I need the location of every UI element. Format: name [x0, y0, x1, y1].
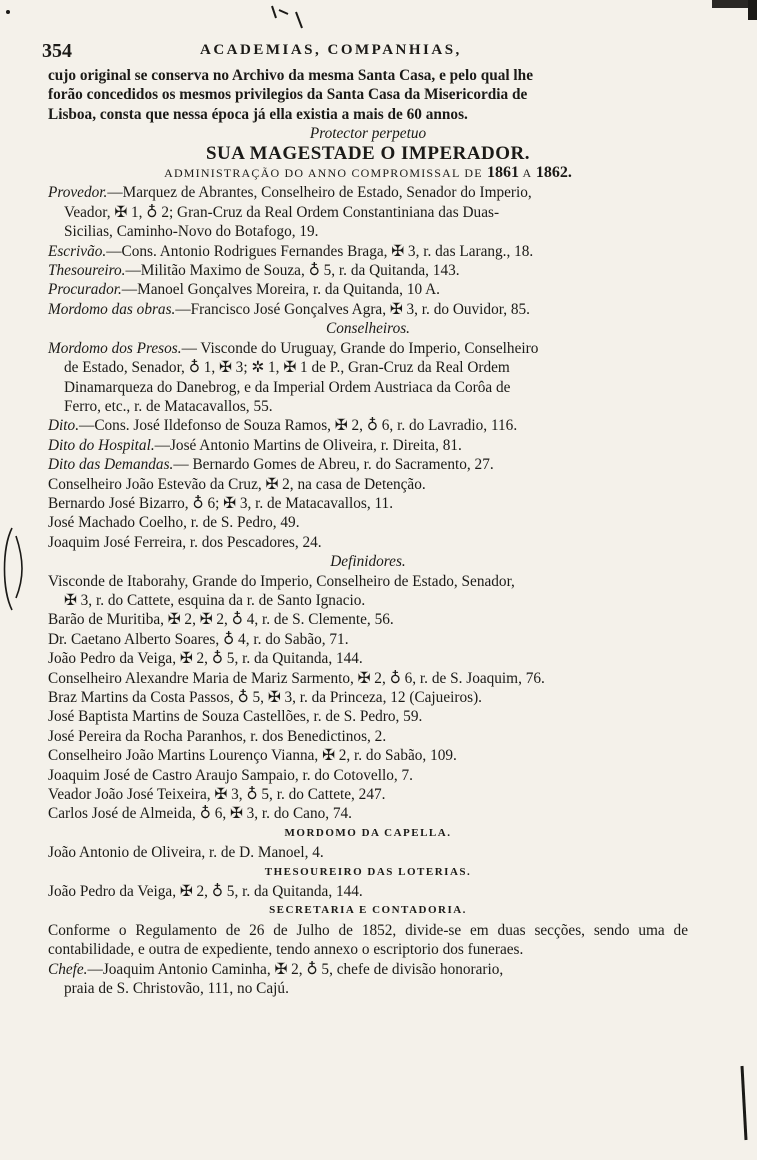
officer-label: Procurador. [48, 281, 122, 299]
officer-label: Escrivão. [48, 242, 107, 260]
running-title: ACADEMIAS, COMPANHIAS, [200, 42, 462, 58]
conselheiro-text: — Visconde do Uruguay, Grande do Imperio, Conselheiro [181, 339, 539, 357]
year-from: 1861 [486, 164, 519, 182]
conselheiro-entry: Conselheiro João Estevão da Cruz, ✠ 2, na casa de Detenção. [48, 475, 426, 493]
conselheiro-entry: José Machado Coelho, r. de S. Pedro, 49. [48, 514, 300, 532]
conselheiro-entry [48, 436, 688, 455]
officer-text: —Francisco José Gonçalves Agra, ✠ 3, r. do Ouvidor, 85. [175, 300, 530, 318]
conselheiro-text: —Cons. José Ildefonso de Souza Ramos, ✠ 2, ♁ 6, r. do Lavradio, 116. [79, 417, 518, 435]
definidor-entry: Joaquim José de Castro Araujo Sampaio, r. do Cotovello, 7. [48, 766, 413, 784]
definidor-entry: João Pedro da Veiga, ✠ 2, ♁ 5, r. da Quitanda, 144. [48, 650, 363, 668]
thesoureiro-loterias-entry: João Pedro da Veiga, ✠ 2, ♁ 5, r. da Quitanda, 144. [48, 883, 363, 901]
definidor-entry: Carlos José de Almeida, ♁ 6, ✠ 3, r. do Cano, 74. [48, 805, 353, 823]
officer-entry [48, 300, 688, 319]
opening-line: forão concedidos os mesmos privilegios da Santa Casa da Misericordia de [48, 86, 528, 104]
conselheiro-label: Mordomo dos Presos. [48, 339, 182, 357]
administration-prefix: ADMINISTRAÇÃO DO ANNO COMPROMISSAL DE [164, 166, 483, 181]
definidores-heading: Definidores. [330, 553, 406, 571]
opening-line: Lisboa, consta que nessa época já ella existia a mais de 60 annos. [48, 105, 468, 123]
definidor-entry: Barão de Muritiba, ✠ 2, ✠ 2, ♁ 4, r. de S. Clemente, 56. [48, 611, 394, 629]
chefe-continuation: praia de S. Christovão, 111, no Cajú. [64, 980, 289, 998]
conselheiro-entry [48, 339, 688, 358]
conselheiros-heading: Conselheiros. [326, 320, 410, 338]
conselheiro-label: Dito das Demandas. [48, 456, 174, 474]
secretaria-heading: SECRETARIA E CONTADORIA. [269, 904, 467, 917]
officer-entry [48, 242, 688, 261]
officer-text: —Manoel Gonçalves Moreira, r. da Quitanda, 10 A. [121, 281, 440, 299]
definidor-entry: Braz Martins da Costa Passos, ♁ 5, ✠ 3, r. da Princeza, 12 (Cajueiros). [48, 689, 482, 706]
year-to: 1862. [535, 164, 572, 182]
officer-entry [48, 183, 688, 202]
top-scribble-mark [272, 6, 302, 28]
officer-label: Provedor. [48, 184, 108, 202]
definidor-entry: José Baptista Martins de Souza Castellões, r. de S. Pedro, 59. [48, 708, 423, 726]
officer-continuation: Veador, ✠ 1, ♁ 2; Gran-Cruz da Real Ordem Constantiniana das Duas- [64, 203, 500, 221]
officer-label: Mordomo das obras. [48, 300, 176, 318]
thesoureiro-loterias-heading: THESOUREIRO DAS LOTERIAS. [264, 865, 472, 878]
page-body [48, 66, 688, 999]
conselheiro-entry [48, 455, 688, 474]
conselheiro-entry [48, 416, 688, 435]
chefe-text: —Joaquim Antonio Caminha, ✠ 2, ♁ 5, chefe de divisão honorario, [87, 960, 504, 978]
definidor-entry: José Pereira da Rocha Paranhos, r. dos Benedictinos, 2. [48, 727, 387, 745]
conselheiro-entry: Joaquim José Ferreira, r. dos Pescadores, 24. [48, 533, 322, 551]
year-sep: A [522, 166, 532, 181]
right-margin-mark [742, 1066, 746, 1140]
definidor-entry: Conselheiro Alexandre Maria de Mariz Sarmento, ✠ 2, ♁ 6, r. de S. Joaquim, 76. [48, 669, 545, 687]
page-number: 354 [42, 40, 72, 62]
officer-text: —Cons. Antonio Rodrigues Fernandes Braga, ✠ 3, r. das Larang., 18. [106, 242, 534, 260]
running-header [40, 38, 700, 62]
conselheiro-entry: Bernardo José Bizarro, ♁ 6; ✠ 3, r. de Matacavallos, 11. [48, 494, 394, 512]
definidor-continuation: ✠ 3, r. do Cattete, esquina da r. de Santo Ignacio. [64, 591, 366, 609]
secretaria-paragraph: Conforme o Regulamento de 26 de Julho de 1852, divide-se em duas secções, sendo uma de contabilidade, e outra de expediente, tendo annexo o escriptorio dos funeraes. [48, 921, 688, 959]
officer-text: —Militão Maximo de Souza, ♁ 5, r. da Quitanda, 143. [125, 262, 460, 280]
opening-line: cujo original se conserva no Archivo da mesma Santa Casa, e pelo qual lhe [48, 67, 533, 84]
conselheiro-text: — Bernardo Gomes de Abreu, r. do Sacramento, 27. [173, 456, 494, 474]
conselheiro-label: Dito do Hospital. [48, 436, 155, 454]
definidor-entry: Veador João José Teixeira, ✠ 3, ♁ 5, r. do Cattete, 247. [48, 786, 386, 804]
conselheiro-continuation: Ferro, etc., r. de Matacavallos, 55. [64, 397, 273, 415]
corner-shadow-mark [712, 0, 757, 8]
officer-text: —Marquez de Abrantes, Conselheiro de Estado, Senador do Imperio, [107, 184, 532, 202]
conselheiro-continuation: Dinamarqueza do Danebrog, e da Imperial Ordem Austriaca da Corôa de [64, 378, 511, 396]
chefe-label: Chefe. [48, 960, 88, 978]
conselheiro-text: —José Antonio Martins de Oliveira, r. Direita, 81. [154, 436, 462, 454]
left-bracket-mark [5, 528, 23, 610]
protector-label: Protector perpetuo [309, 125, 427, 143]
officer-entry [48, 280, 688, 299]
protector-name: SUA MAGESTADE O IMPERADOR. [205, 142, 531, 164]
definidor-entry: Dr. Caetano Alberto Soares, ♁ 4, r. do Sabão, 71. [48, 630, 349, 648]
officer-continuation: Sicilias, Caminho-Novo do Botafogo, 19. [64, 223, 319, 241]
definidor-entry: Visconde de Itaborahy, Grande do Imperio, Conselheiro de Estado, Senador, [48, 572, 515, 590]
officer-label: Thesoureiro. [48, 262, 126, 280]
conselheiro-continuation: de Estado, Senador, ♁ 1, ✠ 3; ✲ 1, ✠ 1 de P., Gran-Cruz da Real Ordem [64, 359, 510, 377]
right-edge-shadow [748, 0, 757, 20]
officer-entry [48, 261, 688, 280]
definidor-entry: Conselheiro João Martins Lourenço Vianna, ✠ 2, r. do Sabão, 109. [48, 747, 457, 765]
mordomo-capella-entry: João Antonio de Oliveira, r. de D. Manoel, 4. [48, 844, 324, 862]
administration-heading [48, 163, 688, 183]
conselheiro-label: Dito. [48, 417, 80, 435]
chefe-entry [48, 960, 688, 979]
left-dot-mark [6, 10, 10, 14]
mordomo-capella-heading: MORDOMO DA CAPELLA. [284, 826, 452, 839]
